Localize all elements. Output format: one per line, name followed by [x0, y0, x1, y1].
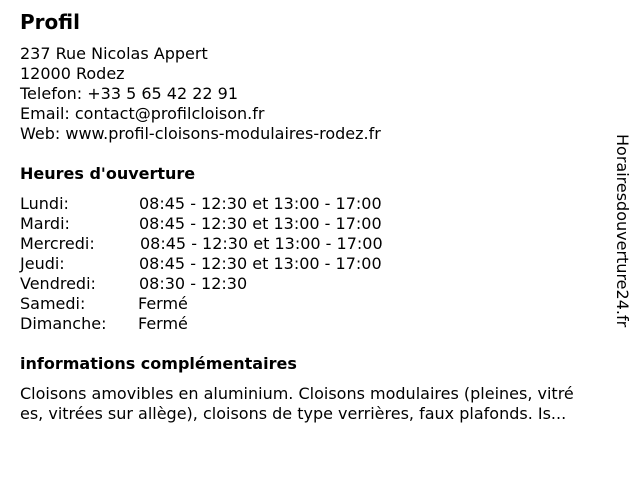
- info-heading: informations complémentaires: [20, 354, 297, 373]
- description-line: es, vitrées sur allège), cloisons de type verrières, faux plafonds. Is...: [20, 404, 567, 423]
- address-block: [20, 44, 381, 144]
- address-phone: Telefon: +33 5 65 42 22 91: [20, 84, 239, 103]
- address-email: Email: contact@profilcloison.fr: [20, 104, 265, 123]
- day-hours: 08:45 - 12:30 et 13:00 - 17:00: [139, 254, 382, 273]
- day-label: Mercredi:: [20, 234, 95, 253]
- site-watermark: [612, 134, 632, 344]
- day-label: Jeudi:: [20, 254, 65, 273]
- day-hours: Fermé: [138, 314, 188, 333]
- day-hours: 08:30 - 12:30: [139, 274, 248, 293]
- day-hours: Fermé: [138, 294, 188, 313]
- description-line: Cloisons amovibles en aluminium. Cloisons modulaires (pleines, vitré: [20, 384, 574, 403]
- day-hours: 08:45 - 12:30 et 13:00 - 17:00: [139, 214, 382, 233]
- day-hours: 08:45 - 12:30 et 13:00 - 17:00: [140, 234, 383, 253]
- day-hours: 08:45 - 12:30 et 13:00 - 17:00: [139, 194, 382, 213]
- description-text: [20, 384, 630, 424]
- address-city: 12000 Rodez: [20, 64, 125, 83]
- page-title: Profil: [20, 10, 80, 34]
- address-street: 237 Rue Nicolas Appert: [20, 44, 208, 63]
- watermark-text: Horairesdouverture24.fr: [613, 134, 632, 328]
- day-label: Samedi:: [20, 294, 86, 313]
- day-label: Dimanche:: [20, 314, 107, 333]
- day-label: Vendredi:: [20, 274, 96, 293]
- day-label: Mardi:: [20, 214, 70, 233]
- day-label: Lundi:: [20, 194, 69, 213]
- address-web: Web: www.profil-cloisons-modulaires-rodez.fr: [20, 124, 381, 143]
- hours-heading: Heures d'ouverture: [20, 164, 196, 183]
